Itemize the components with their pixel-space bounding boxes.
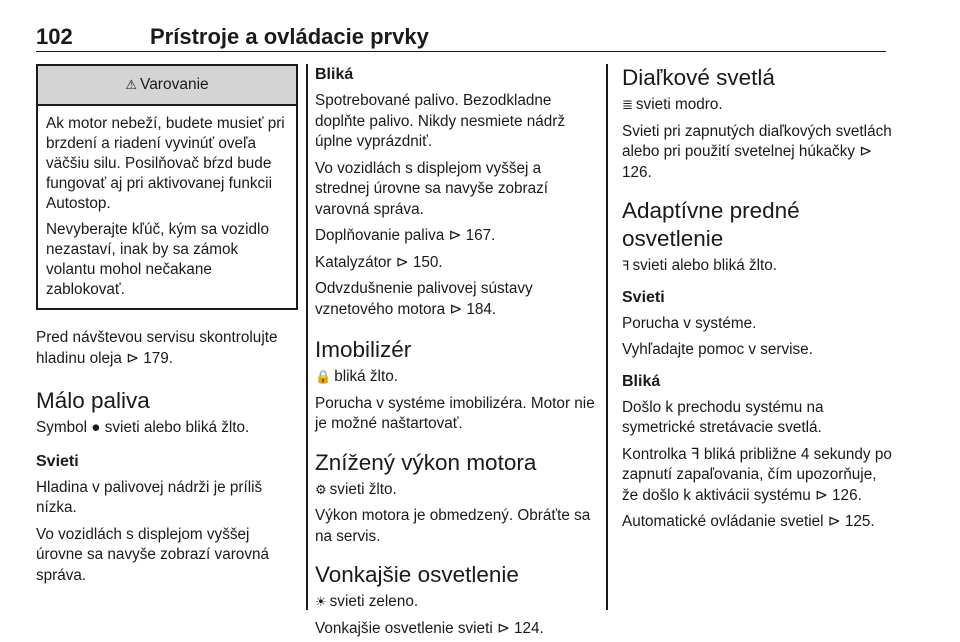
bleed-link: Odvzdušnenie palivovej sústavy vznetového motora ⊳ 184. (315, 280, 533, 318)
warning-body (38, 106, 296, 308)
page-header (36, 14, 886, 52)
fuel-on-text: Hladina v palivovej nádrži je príliš nízka. (36, 478, 263, 516)
warning-paragraph: Nevyberajte kľúč, kým sa vozidlo nezastaví, inak by sa zámok volantu mohol nečakane zablokovať. (46, 221, 269, 298)
warning-box (36, 64, 298, 310)
reduced-power-heading: Znížený výkon motora (315, 449, 537, 475)
afl-blink-text: Kontrolka ꟻ bliká približne 4 sekundy po zapnutí zapaľovania, čím upozorňuje, že došlo k aktivácii systému ⊳ 126. (622, 445, 892, 504)
high-beam-heading: Diaľkové svetlá (622, 65, 775, 90)
afl-service-text: Vyhľadajte pomoc v servise. (622, 341, 813, 358)
afl-fault-text: Porucha v systéme. (622, 314, 757, 332)
column-2 (315, 64, 595, 642)
warning-paragraph: Ak motor nebeží, budete musieť pri brzdení a riadení vyvinúť oveľa väčšiu silu. Posilňovač bŕzd bude fungovať aj pri aktivovanej funkcii Autostop. (46, 115, 285, 212)
column-divider-1 (306, 64, 308, 610)
adaptive-lighting-heading: Adaptívne predné osvetlenie (622, 198, 800, 251)
exterior-light-status: svieti zeleno. (329, 593, 419, 610)
warning-title: Varovanie (140, 76, 209, 93)
column-3 (622, 64, 892, 539)
warning-triangle-icon: ⚠ (125, 77, 137, 92)
warning-header (38, 66, 296, 106)
fuel-symbol-text: Symbol ● svieti alebo bliká žlto. (36, 419, 250, 436)
immobilizer-status: bliká žlto. (334, 368, 398, 385)
oil-check-text: Pred návštevou servisu skontrolujte hladinu oleja ⊳ 179. (36, 329, 278, 367)
fuel-on-display-text: Vo vozidlách s displejom vyššej úrovne sa navyše zobrazí varovná správa. (36, 525, 269, 584)
low-fuel-heading: Málo paliva (36, 388, 150, 413)
adaptive-light-status: svieti alebo bliká žlto. (632, 257, 778, 274)
high-beam-icon: ≣ (622, 97, 633, 112)
reduced-power-text: Výkon motora je obmedzený. Obráťte sa na servis. (315, 507, 591, 545)
high-beam-text: Svieti pri zapnutých diaľkových svetlách alebo pri použití svetelnej húkačky ⊳ 126. (622, 122, 892, 181)
catalyst-link: Katalyzátor ⊳ 150. (315, 253, 443, 271)
afl-symmetric-text: Došlo k prechodu systému na symetrické stretávacie svetlá. (622, 398, 824, 436)
fuel-empty-text: Spotrebované palivo. Bezodkladne doplňte palivo. Nikdy nesmiete nádrž úplne vyprázdniť. (315, 92, 565, 150)
column-1 (36, 64, 298, 592)
high-beam-status: svieti modro. (635, 96, 723, 113)
lights-on-heading: Svieti (36, 452, 79, 470)
exterior-light-text: Vonkajšie osvetlenie svieti ⊳ 124. (315, 619, 544, 637)
afl-on-heading: Svieti (622, 288, 665, 306)
immobilizer-heading: Imobilizér (315, 337, 412, 362)
exterior-lights-heading: Vonkajšie osvetlenie (315, 562, 519, 587)
page-title: Prístroje a ovládacie prvky (150, 24, 429, 49)
page-number: 102 (36, 24, 73, 49)
auto-light-link: Automatické ovládanie svetiel ⊳ 125. (622, 513, 875, 530)
immobilizer-text: Porucha v systéme imobilizéra. Motor nie je možné naštartovať. (315, 394, 595, 432)
adaptive-light-icon: ꟻ (622, 258, 630, 273)
blinks-heading: Bliká (315, 66, 354, 83)
engine-power-icon: ⚙ (315, 481, 327, 497)
refuel-link: Doplňovanie paliva ⊳ 167. (315, 227, 496, 244)
fuel-empty-display-text: Vo vozidlách s displejom vyššej a strednej úrovne sa navyše zobrazí varovná správa. (315, 159, 548, 218)
immobilizer-icon: 🔒 (315, 369, 332, 384)
exterior-light-icon: ☀ (315, 594, 327, 609)
reduced-power-status: svieti žlto. (329, 480, 397, 498)
afl-blinks-heading: Bliká (622, 372, 661, 390)
column-divider-2 (606, 64, 608, 610)
